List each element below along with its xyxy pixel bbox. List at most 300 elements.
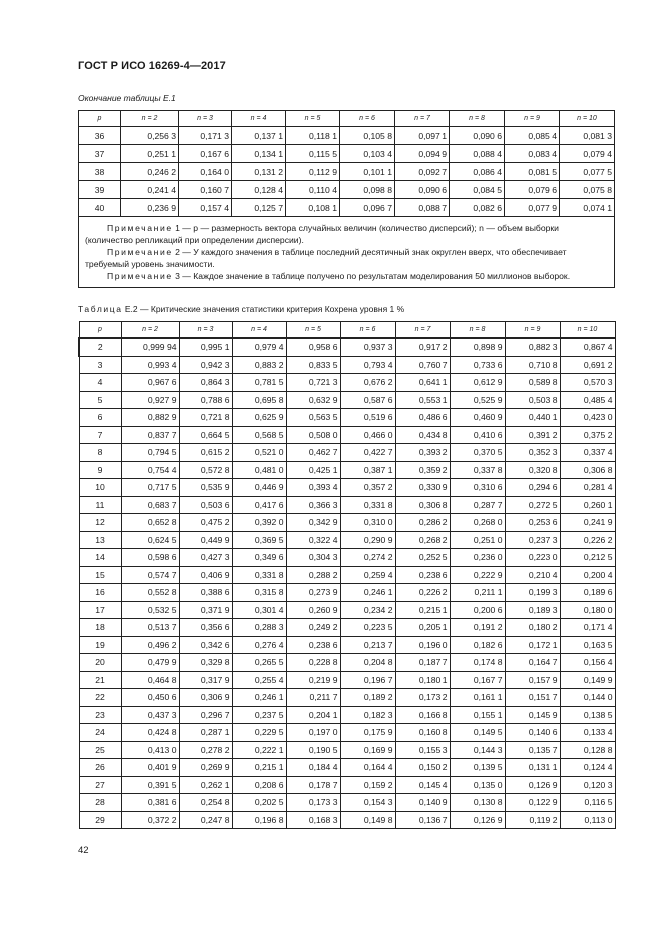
table-cell: 0,837 7: [121, 426, 179, 444]
table-cell: 0,086 4: [450, 163, 505, 181]
table-cell: 0,425 1: [286, 461, 340, 479]
table-cell: 0,237 5: [232, 706, 286, 724]
table-cell: 0,094 9: [395, 145, 450, 163]
table-cell: 0,260 1: [560, 496, 615, 514]
table-cell: 0,532 5: [121, 601, 179, 619]
note-paragraph: [85, 222, 608, 246]
row-label-p: 19: [79, 636, 121, 654]
row-label-p: 29: [79, 811, 121, 829]
table-cell: 0,304 3: [286, 549, 340, 567]
table-cell: 0,251 0: [450, 531, 505, 549]
table-cell: 0,131 1: [505, 759, 560, 777]
table-cell: 0,306 8: [395, 496, 450, 514]
table-cell: 0,288 3: [232, 619, 286, 637]
table-cell: 0,993 4: [121, 356, 179, 374]
table-cell: 0,226 2: [560, 531, 615, 549]
table-row: [79, 181, 615, 199]
table-cell: 0,157 4: [179, 199, 232, 217]
note-label: Примечание: [107, 271, 173, 281]
column-header: n = 9: [505, 111, 560, 127]
table-cell: 0,215 1: [395, 601, 450, 619]
note-text: 1 — p — размерность вектора случайных величин (количество дисперсий); n — объем выборки (количество репликаций при определении дисперсии).: [85, 223, 559, 245]
table-cell: 0,437 3: [121, 706, 179, 724]
table-cell: 0,446 9: [232, 479, 286, 497]
table-cell: 0,370 5: [450, 444, 505, 462]
table-cell: 0,337 4: [560, 444, 615, 462]
table-cell: 0,083 4: [505, 145, 560, 163]
table-cell: 0,112 9: [286, 163, 340, 181]
table-cell: 0,440 1: [505, 409, 560, 427]
table-cell: 0,572 8: [179, 461, 232, 479]
table-cell: 0,260 9: [286, 601, 340, 619]
table-cell: 0,387 1: [340, 461, 395, 479]
table-cell: 0,144 3: [450, 741, 505, 759]
note-text: 2 — У каждого значения в таблице последний десятичный знак округлен вверх, что обеспечивает требуемый уровень значимости.: [85, 247, 567, 269]
table-row: [79, 145, 615, 163]
table-cell: 0,226 2: [395, 584, 450, 602]
table-cell: 0,464 8: [121, 671, 179, 689]
table-cell: 0,481 0: [232, 461, 286, 479]
table-row: [79, 601, 615, 619]
table-cell: 0,149 9: [560, 671, 615, 689]
table-cell: 0,140 9: [395, 794, 450, 812]
table-cell: 0,119 2: [505, 811, 560, 829]
table2-caption-label: Таблица: [78, 304, 123, 314]
row-label-p: 16: [79, 584, 121, 602]
column-header: n = 6: [340, 322, 395, 339]
table-cell: 0,128 4: [232, 181, 286, 199]
table1-caption: Окончание таблицы Е.1: [78, 93, 176, 103]
row-label-p: 37: [79, 145, 121, 163]
note-label: Примечание: [107, 223, 173, 233]
table-cell: 0,553 1: [395, 391, 450, 409]
table-cell: 0,189 3: [505, 601, 560, 619]
table-row: [79, 514, 615, 532]
table-cell: 0,388 6: [179, 584, 232, 602]
table-cell: 0,223 5: [340, 619, 395, 637]
table-cell: 0,173 3: [286, 794, 340, 812]
row-label-p: 26: [79, 759, 121, 777]
table-cell: 0,259 4: [340, 566, 395, 584]
table-cell: 0,294 6: [505, 479, 560, 497]
table-cell: 0,381 6: [121, 794, 179, 812]
row-label-p: 10: [79, 479, 121, 497]
table-cell: 0,163 5: [560, 636, 615, 654]
table-cell: 0,172 1: [505, 636, 560, 654]
table-cell: 0,238 6: [286, 636, 340, 654]
table-cell: 0,189 6: [560, 584, 615, 602]
table-row: [79, 776, 615, 794]
table-cell: 0,496 2: [121, 636, 179, 654]
table-cell: 0,074 1: [560, 199, 615, 217]
table-row: [79, 706, 615, 724]
table-cell: 0,196 7: [340, 671, 395, 689]
note-paragraph: [85, 270, 608, 282]
table-cell: 0,131 2: [232, 163, 286, 181]
table-cell: 0,979 4: [232, 338, 286, 356]
table-cell: 0,090 6: [450, 127, 505, 145]
table2: [78, 321, 616, 829]
table-cell: 0,180 1: [395, 671, 450, 689]
column-header: n = 3: [179, 111, 232, 127]
table-cell: 0,691 2: [560, 356, 615, 374]
row-label-p: 12: [79, 514, 121, 532]
table-cell: 0,359 2: [395, 461, 450, 479]
table-cell: 0,256 3: [121, 127, 179, 145]
table-cell: 0,371 9: [179, 601, 232, 619]
table-cell: 0,092 7: [395, 163, 450, 181]
table-cell: 0,519 6: [340, 409, 395, 427]
table-cell: 0,173 2: [395, 689, 450, 707]
column-header: n = 5: [286, 322, 340, 339]
table-row: [79, 584, 615, 602]
table-cell: 0,200 4: [560, 566, 615, 584]
table-cell: 0,178 7: [286, 776, 340, 794]
table2-caption-text: Е.2 — Критические значения статистики критерия Кохрена уровня 1 %: [122, 304, 405, 314]
table-cell: 0,330 9: [395, 479, 450, 497]
table-row: [79, 759, 615, 777]
table-cell: 0,475 2: [179, 514, 232, 532]
table-cell: 0,485 4: [560, 391, 615, 409]
row-label-p: 8: [79, 444, 121, 462]
table-cell: 0,088 4: [450, 145, 505, 163]
row-label-p: 14: [79, 549, 121, 567]
table-cell: 0,175 9: [340, 724, 395, 742]
row-label-p: 24: [79, 724, 121, 742]
table-cell: 0,615 2: [179, 444, 232, 462]
table-cell: 0,587 6: [340, 391, 395, 409]
table-cell: 0,246 2: [121, 163, 179, 181]
table-cell: 0,097 1: [395, 127, 450, 145]
table-cell: 0,942 3: [179, 356, 232, 374]
table-cell: 0,278 2: [179, 741, 232, 759]
table-cell: 0,574 7: [121, 566, 179, 584]
table-cell: 0,268 0: [450, 514, 505, 532]
table-cell: 0,096 7: [340, 199, 395, 217]
column-header: n = 7: [395, 322, 450, 339]
table-cell: 0,120 3: [560, 776, 615, 794]
table-cell: 0,160 8: [395, 724, 450, 742]
table2-caption: [78, 304, 404, 314]
table-cell: 0,101 1: [340, 163, 395, 181]
table-cell: 0,462 7: [286, 444, 340, 462]
table-cell: 0,137 1: [232, 127, 286, 145]
table-cell: 0,126 9: [450, 811, 505, 829]
table-cell: 0,322 4: [286, 531, 340, 549]
table-cell: 0,190 5: [286, 741, 340, 759]
table-cell: 0,085 4: [505, 127, 560, 145]
row-label-p: 22: [79, 689, 121, 707]
table-cell: 0,552 8: [121, 584, 179, 602]
table-cell: 0,424 8: [121, 724, 179, 742]
table-cell: 0,570 3: [560, 374, 615, 392]
table-cell: 0,788 6: [179, 391, 232, 409]
table-cell: 0,182 6: [450, 636, 505, 654]
table-cell: 0,160 7: [179, 181, 232, 199]
table-row: [79, 794, 615, 812]
row-label-p: 3: [79, 356, 121, 374]
table-cell: 0,151 7: [505, 689, 560, 707]
table-cell: 0,122 9: [505, 794, 560, 812]
table-cell: 0,150 2: [395, 759, 450, 777]
table-cell: 0,238 6: [395, 566, 450, 584]
table-cell: 0,145 9: [505, 706, 560, 724]
table-cell: 0,222 9: [450, 566, 505, 584]
table-row: [79, 566, 615, 584]
table-cell: 0,098 8: [340, 181, 395, 199]
table-cell: 0,154 3: [340, 794, 395, 812]
table-cell: 0,612 9: [450, 374, 505, 392]
table-cell: 0,241 4: [121, 181, 179, 199]
table-cell: 0,139 5: [450, 759, 505, 777]
table-row: [79, 654, 615, 672]
table-cell: 0,222 1: [232, 741, 286, 759]
table-cell: 0,204 8: [340, 654, 395, 672]
table-cell: 0,413 0: [121, 741, 179, 759]
table1-header-row: [79, 111, 615, 127]
table-cell: 0,140 6: [505, 724, 560, 742]
table-cell: 0,288 2: [286, 566, 340, 584]
row-label-p: 9: [79, 461, 121, 479]
table-cell: 0,268 2: [395, 531, 450, 549]
document-header: ГОСТ Р ИСО 16269-4—2017: [78, 60, 226, 72]
table-cell: 0,187 7: [395, 654, 450, 672]
table-row: [79, 741, 615, 759]
table-cell: 0,392 0: [232, 514, 286, 532]
row-label-p: 5: [79, 391, 121, 409]
table-cell: 0,337 8: [450, 461, 505, 479]
table-cell: 0,212 5: [560, 549, 615, 567]
table-cell: 0,927 9: [121, 391, 179, 409]
table-cell: 0,864 3: [179, 374, 232, 392]
table-cell: 0,423 0: [560, 409, 615, 427]
table-cell: 0,598 6: [121, 549, 179, 567]
table-cell: 0,159 2: [340, 776, 395, 794]
table-cell: 0,182 3: [340, 706, 395, 724]
table-row: [79, 391, 615, 409]
table-cell: 0,287 1: [179, 724, 232, 742]
table-cell: 0,710 8: [505, 356, 560, 374]
table-cell: 0,126 9: [505, 776, 560, 794]
table-cell: 0,589 8: [505, 374, 560, 392]
table-cell: 0,793 4: [340, 356, 395, 374]
table-cell: 0,508 0: [286, 426, 340, 444]
table-cell: 0,624 5: [121, 531, 179, 549]
table-cell: 0,449 9: [179, 531, 232, 549]
table-cell: 0,180 2: [505, 619, 560, 637]
table-cell: 0,754 4: [121, 461, 179, 479]
table-cell: 0,168 3: [286, 811, 340, 829]
table-cell: 0,200 6: [450, 601, 505, 619]
table-cell: 0,342 9: [286, 514, 340, 532]
table-cell: 0,898 9: [450, 338, 505, 356]
table-cell: 0,286 2: [395, 514, 450, 532]
table-cell: 0,999 94: [121, 338, 179, 356]
table-row: [79, 724, 615, 742]
note-text: 3 — Каждое значение в таблице получено по результатам моделирования 50 миллионов выборок.: [172, 271, 571, 281]
table-cell: 0,253 6: [505, 514, 560, 532]
table-cell: 0,191 2: [450, 619, 505, 637]
table-cell: 0,081 3: [560, 127, 615, 145]
table-cell: 0,301 4: [232, 601, 286, 619]
table-cell: 0,917 2: [395, 338, 450, 356]
table-cell: 0,249 2: [286, 619, 340, 637]
table-cell: 0,406 9: [179, 566, 232, 584]
table-row: [79, 426, 615, 444]
row-label-p: 40: [79, 199, 121, 217]
table-cell: 0,223 0: [505, 549, 560, 567]
table-cell: 0,169 9: [340, 741, 395, 759]
column-header: n = 10: [560, 322, 615, 339]
row-label-p: 39: [79, 181, 121, 199]
table-cell: 0,695 8: [232, 391, 286, 409]
table-cell: 0,391 2: [505, 426, 560, 444]
table-cell: 0,290 9: [340, 531, 395, 549]
table-cell: 0,236 0: [450, 549, 505, 567]
table-cell: 0,422 7: [340, 444, 395, 462]
column-header: n = 4: [232, 322, 286, 339]
table-cell: 0,197 0: [286, 724, 340, 742]
table-cell: 0,427 3: [179, 549, 232, 567]
table-cell: 0,247 8: [179, 811, 232, 829]
table-cell: 0,138 5: [560, 706, 615, 724]
table-cell: 0,287 7: [450, 496, 505, 514]
column-header: n = 2: [121, 111, 179, 127]
table-cell: 0,164 4: [340, 759, 395, 777]
table-cell: 0,883 2: [232, 356, 286, 374]
row-label-p: 38: [79, 163, 121, 181]
table-cell: 0,196 8: [232, 811, 286, 829]
table-row: [79, 549, 615, 567]
table-cell: 0,246 1: [232, 689, 286, 707]
table-cell: 0,306 8: [560, 461, 615, 479]
table-cell: 0,317 9: [179, 671, 232, 689]
table-cell: 0,306 9: [179, 689, 232, 707]
table-cell: 0,167 7: [450, 671, 505, 689]
table-cell: 0,130 8: [450, 794, 505, 812]
row-label-p: 7: [79, 426, 121, 444]
table2-header-row: [79, 322, 615, 339]
row-label-p: 17: [79, 601, 121, 619]
table-cell: 0,760 7: [395, 356, 450, 374]
table-cell: 0,157 9: [505, 671, 560, 689]
table-cell: 0,145 4: [395, 776, 450, 794]
table-cell: 0,174 8: [450, 654, 505, 672]
table-cell: 0,937 3: [340, 338, 395, 356]
table-cell: 0,781 5: [232, 374, 286, 392]
table-cell: 0,213 7: [340, 636, 395, 654]
table-cell: 0,676 2: [340, 374, 395, 392]
table-cell: 0,867 4: [560, 338, 615, 356]
table-cell: 0,733 6: [450, 356, 505, 374]
table-cell: 0,521 0: [232, 444, 286, 462]
table-cell: 0,211 1: [450, 584, 505, 602]
table-cell: 0,513 7: [121, 619, 179, 637]
table-cell: 0,967 6: [121, 374, 179, 392]
table-cell: 0,683 7: [121, 496, 179, 514]
table-cell: 0,110 4: [286, 181, 340, 199]
table-cell: 0,255 4: [232, 671, 286, 689]
table-cell: 0,167 6: [179, 145, 232, 163]
table-cell: 0,281 4: [560, 479, 615, 497]
table-cell: 0,357 2: [340, 479, 395, 497]
table-cell: 0,118 1: [286, 127, 340, 145]
table-cell: 0,410 6: [450, 426, 505, 444]
table-cell: 0,134 1: [232, 145, 286, 163]
table-cell: 0,236 9: [121, 199, 179, 217]
table-cell: 0,144 0: [560, 689, 615, 707]
table-cell: 0,721 8: [179, 409, 232, 427]
table-cell: 0,228 8: [286, 654, 340, 672]
row-label-p: 6: [79, 409, 121, 427]
table-cell: 0,525 9: [450, 391, 505, 409]
table-cell: 0,434 8: [395, 426, 450, 444]
column-header: n = 4: [232, 111, 286, 127]
table-cell: 0,272 5: [505, 496, 560, 514]
table-cell: 0,391 5: [121, 776, 179, 794]
row-label-p: 23: [79, 706, 121, 724]
table-cell: 0,079 4: [560, 145, 615, 163]
column-header: n = 2: [121, 322, 179, 339]
table-cell: 0,717 5: [121, 479, 179, 497]
table-row: [79, 444, 615, 462]
row-label-p: 15: [79, 566, 121, 584]
table-cell: 0,641 1: [395, 374, 450, 392]
table-cell: 0,393 4: [286, 479, 340, 497]
table-cell: 0,450 6: [121, 689, 179, 707]
table-cell: 0,372 2: [121, 811, 179, 829]
table-cell: 0,125 7: [232, 199, 286, 217]
table-cell: 0,164 0: [179, 163, 232, 181]
table-cell: 0,794 5: [121, 444, 179, 462]
table-cell: 0,254 8: [179, 794, 232, 812]
table-row: [79, 374, 615, 392]
table-cell: 0,721 3: [286, 374, 340, 392]
table-cell: 0,331 8: [340, 496, 395, 514]
table-row: [79, 356, 615, 374]
table-cell: 0,124 4: [560, 759, 615, 777]
page-number: 42: [78, 845, 89, 856]
table-cell: 0,882 9: [121, 409, 179, 427]
table-cell: 0,180 0: [560, 601, 615, 619]
table-cell: 0,251 1: [121, 145, 179, 163]
table-cell: 0,273 9: [286, 584, 340, 602]
table-cell: 0,116 5: [560, 794, 615, 812]
table-cell: 0,315 8: [232, 584, 286, 602]
table-cell: 0,466 0: [340, 426, 395, 444]
row-label-p: 28: [79, 794, 121, 812]
table-row: [79, 671, 615, 689]
table-cell: 0,081 5: [505, 163, 560, 181]
table-cell: 0,202 5: [232, 794, 286, 812]
table-cell: 0,262 1: [179, 776, 232, 794]
table-cell: 0,149 8: [340, 811, 395, 829]
table-row: [79, 163, 615, 181]
table-cell: 0,234 2: [340, 601, 395, 619]
table-cell: 0,269 9: [179, 759, 232, 777]
table-cell: 0,113 0: [560, 811, 615, 829]
table-cell: 0,486 6: [395, 409, 450, 427]
table-cell: 0,211 7: [286, 689, 340, 707]
table-cell: 0,229 5: [232, 724, 286, 742]
table-cell: 0,115 5: [286, 145, 340, 163]
table-cell: 0,310 6: [450, 479, 505, 497]
row-label-p: 11: [79, 496, 121, 514]
table-cell: 0,171 4: [560, 619, 615, 637]
notes-row: [79, 217, 615, 288]
table-cell: 0,393 2: [395, 444, 450, 462]
table-row: [79, 199, 615, 217]
